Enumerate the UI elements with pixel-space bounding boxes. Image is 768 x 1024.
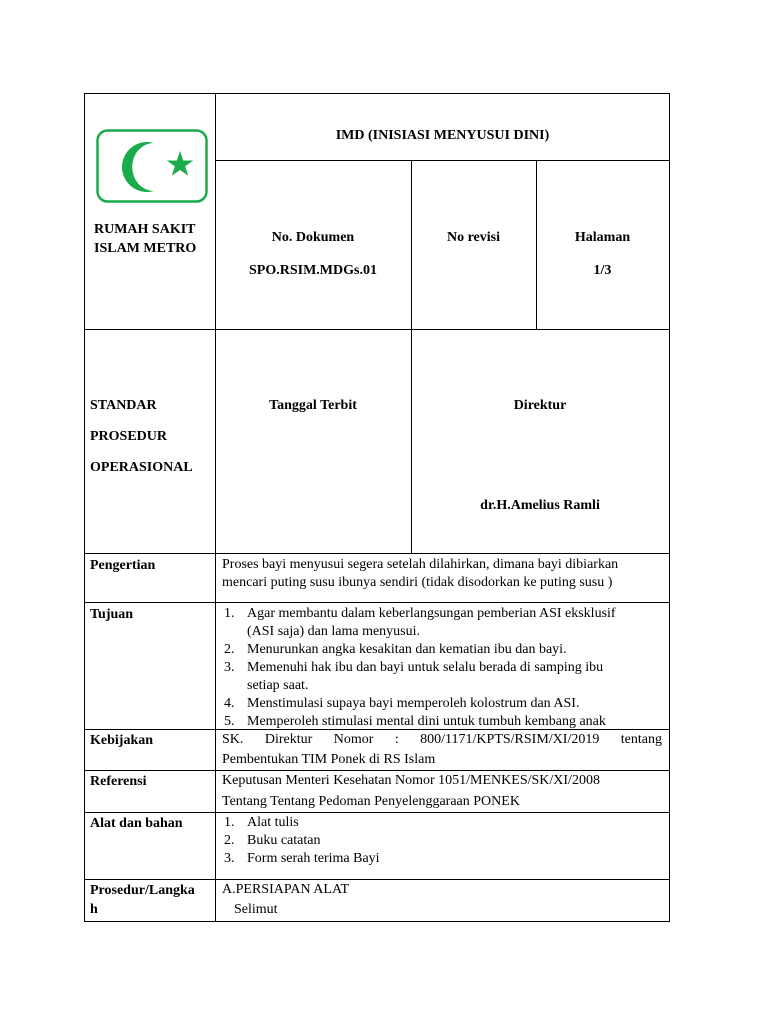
alat-label: Alat dan bahan — [90, 816, 183, 831]
director-name: dr.H.Amelius Ramli — [480, 498, 600, 513]
list-item: 3. Memenuhi hak ibu dan bayi untuk selalu berada di samping ibu setiap saat. — [224, 660, 604, 693]
sop-label-line1: STANDAR — [90, 398, 157, 413]
referensi-label: Referensi — [90, 774, 147, 789]
border-right — [669, 93, 670, 922]
referensi-line2: Tentang Tentang Pedoman Penyelenggaraan PONEK — [222, 794, 520, 809]
list-item: 5. Memperoleh stimulasi mental dini untuk tumbuh kembang anak — [224, 714, 606, 729]
prosedur-label-line1: Prosedur/Langka — [90, 883, 195, 898]
list-item: 1. Alat tulis — [224, 815, 299, 830]
list-item: 4. Menstimulasi supaya bayi memperoleh kolostrum dan ASI. — [224, 696, 580, 711]
revision-label: No revisi — [446, 230, 500, 245]
org-name-line2: ISLAM METRO — [94, 241, 197, 256]
hospital-logo — [96, 129, 208, 203]
divider-sop — [84, 553, 670, 554]
crescent-icon — [122, 142, 154, 192]
org-name-line1: RUMAH SAKIT — [94, 222, 196, 237]
list-item: 1. Agar membantu dalam keberlangsungan pemberian ASI eksklusif (ASI saja) dan lama menyusui. — [224, 606, 616, 639]
list-item: 2. Menurunkan angka kesakitan dan kematian ibu dan bayi. — [224, 642, 567, 657]
divider-doc-info — [84, 329, 670, 330]
doc-number-value: SPO.RSIM.MDGs.01 — [249, 263, 377, 278]
divider-alat — [84, 879, 670, 880]
column-divider — [215, 93, 216, 922]
issue-date-label: Tanggal Terbit — [269, 398, 357, 413]
prosedur-line1: A.PERSIAPAN ALAT — [222, 882, 350, 897]
divider-kebijakan — [84, 770, 670, 771]
prosedur-line2: Selimut — [234, 902, 278, 917]
referensi-line1: Keputusan Menteri Kesehatan Nomor 1051/MENKES/SK/XI/2008 — [222, 773, 600, 788]
sop-label-line2: PROSEDUR — [90, 429, 168, 444]
list-item: 3. Form serah terima Bayi — [224, 851, 380, 866]
page-label: Halaman — [574, 230, 631, 245]
border-top — [84, 93, 670, 94]
document-title: IMD (INISIASI MENYUSUI DINI) — [335, 128, 550, 143]
kebijakan-line1: SK. Direktur Nomor : 800/1171/KPTS/RSIM/XI/2019 tentang — [222, 732, 662, 747]
prosedur-label-line2: h — [90, 902, 98, 917]
divider-pengertian — [84, 602, 670, 603]
border-bottom — [84, 921, 670, 922]
border-left — [84, 93, 85, 922]
divider-docno-revision — [411, 160, 412, 554]
kebijakan-line2: Pembentukan TIM Ponek di RS Islam — [222, 752, 436, 767]
pengertian-label: Pengertian — [90, 558, 156, 573]
list-item: 2. Buku catatan — [224, 833, 321, 848]
divider-referensi — [84, 812, 670, 813]
director-label: Direktur — [513, 398, 567, 413]
alat-list — [224, 814, 664, 868]
star-icon — [167, 151, 194, 176]
tujuan-list — [224, 605, 664, 731]
kebijakan-label: Kebijakan — [90, 733, 154, 748]
doc-number-label: No. Dokumen — [271, 230, 355, 245]
sop-label-line3: OPERASIONAL — [90, 460, 193, 475]
divider-title — [215, 160, 670, 161]
tujuan-label: Tujuan — [90, 607, 134, 622]
page-value: 1/3 — [593, 263, 612, 278]
pengertian-text: Proses bayi menyusui segera setelah dilahirkan, dimana bayi dibiarkan mencari puting susu ibunya sendiri (tidak disodorkan ke puting susu ) — [222, 557, 619, 590]
